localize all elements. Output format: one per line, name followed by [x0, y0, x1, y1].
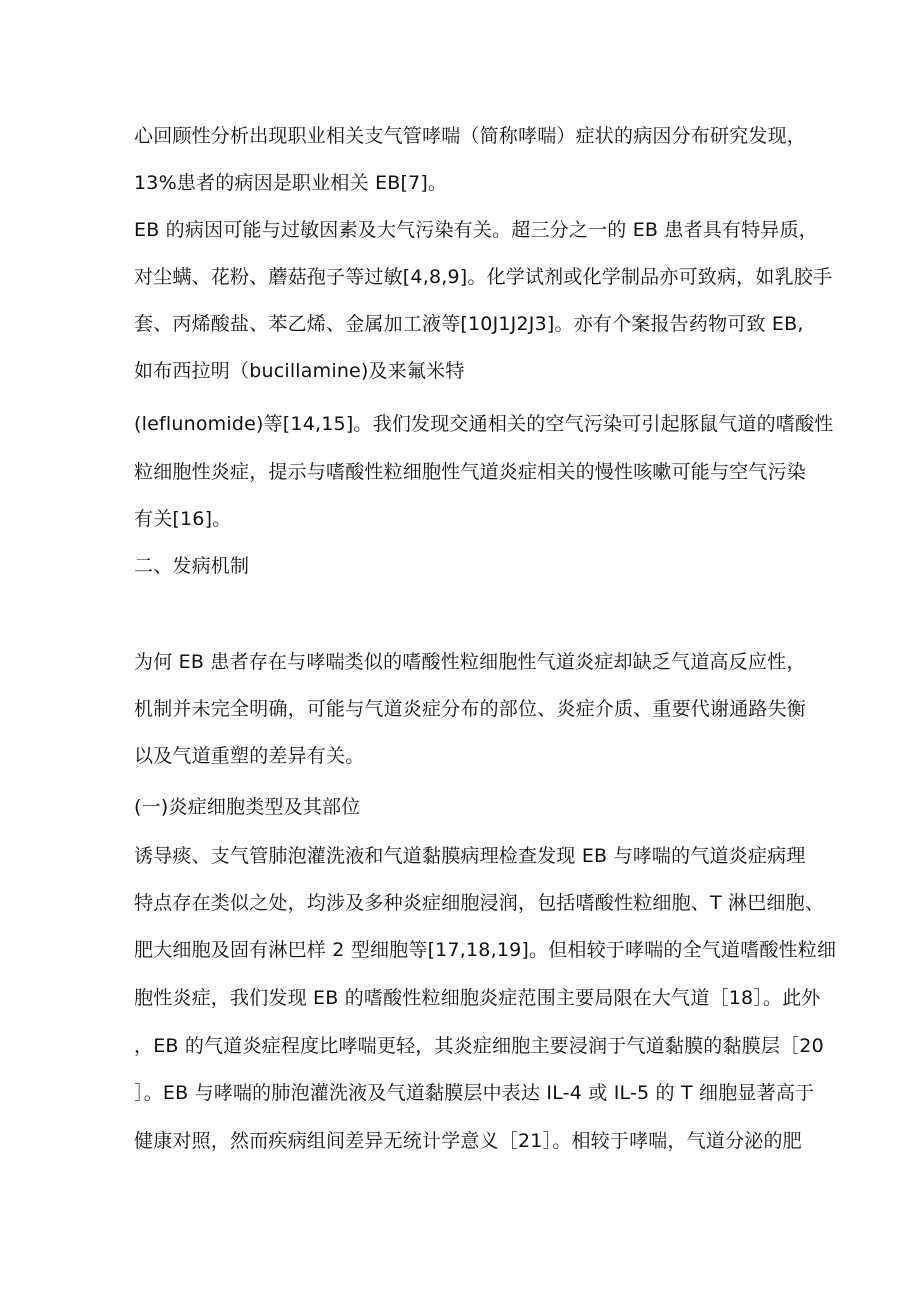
text-line: 套、丙烯酸盐、苯乙烯、金属加工液等[10J1J2J3]。亦有个案报告药物可致 EB, — [134, 313, 804, 335]
text-line: 有关[16]。 — [134, 508, 232, 530]
text-line: (leflunomide)等[14,15]。我们发现交通相关的空气污染可引起豚鼠气道的嗜酸性 — [134, 413, 834, 435]
text-line: 13%患者的病因是职业相关 EB[7]。 — [134, 172, 448, 194]
text-line: 肥大细胞及固有淋巴样 2 型细胞等[17,18,19]。但相较于哮喘的全气道嗜酸性粒细 — [134, 939, 837, 961]
text-line: 健康对照，然而疾病组间差异无统计学意义［21］。相较于哮喘，气道分泌的肥 — [134, 1130, 802, 1152]
text-line: 如布西拉明（bucillamine)及来氟米特 — [134, 360, 465, 382]
text-line: 特点存在类似之处，均涉及多种炎症细胞浸润，包括嗜酸性粒细胞、T 淋巴细胞、 — [134, 892, 825, 914]
text-line: ，EB 的气道炎症程度比哮喘更轻，其炎症细胞主要浸润于气道黏膜的黏膜层［20 — [134, 1035, 824, 1057]
text-line: 以及气道重塑的差异有关。 — [134, 745, 365, 767]
text-line: 粒细胞性炎症，提示与嗜酸性粒细胞性气道炎症相关的慢性咳嗽可能与空气污染 — [134, 461, 807, 483]
text-line: 机制并未完全明确，可能与气道炎症分布的部位、炎症介质、重要代谢通路失衡 — [134, 698, 807, 720]
text-line: 胞性炎症，我们发现 EB 的嗜酸性粒细胞炎症范围主要局限在大气道［18］。此外 — [134, 987, 821, 1009]
text-line: EB 的病因可能与过敏因素及大气污染有关。超三分之一的 EB 患者具有特异质， — [134, 219, 818, 241]
text-line: 诱导痰、支气管肺泡灌洗液和气道黏膜病理检查发现 EB 与哮喘的气道炎症病理 — [134, 845, 806, 867]
text-line: ］。EB 与哮喘的肺泡灌洗液及气道黏膜层中表达 IL-4 或 IL-5 的 T 细胞显著高于 — [134, 1082, 815, 1104]
text-line: 为何 EB 患者存在与哮喘类似的嗜酸性粒细胞性气道炎症却缺乏气道高反应性， — [134, 651, 806, 673]
text-line: 对尘螨、花粉、蘑菇孢子等过敏[4,8,9]。化学试剂或化学制品亦可致病，如乳胶手 — [134, 266, 833, 288]
subsection-heading: (一)炎症细胞类型及其部位 — [134, 796, 361, 818]
text-line: 心回顾性分析出现职业相关支气管哮喘（简称哮喘）症状的病因分布研究发现， — [134, 125, 807, 147]
section-heading: 二、发病机制 — [134, 555, 250, 577]
